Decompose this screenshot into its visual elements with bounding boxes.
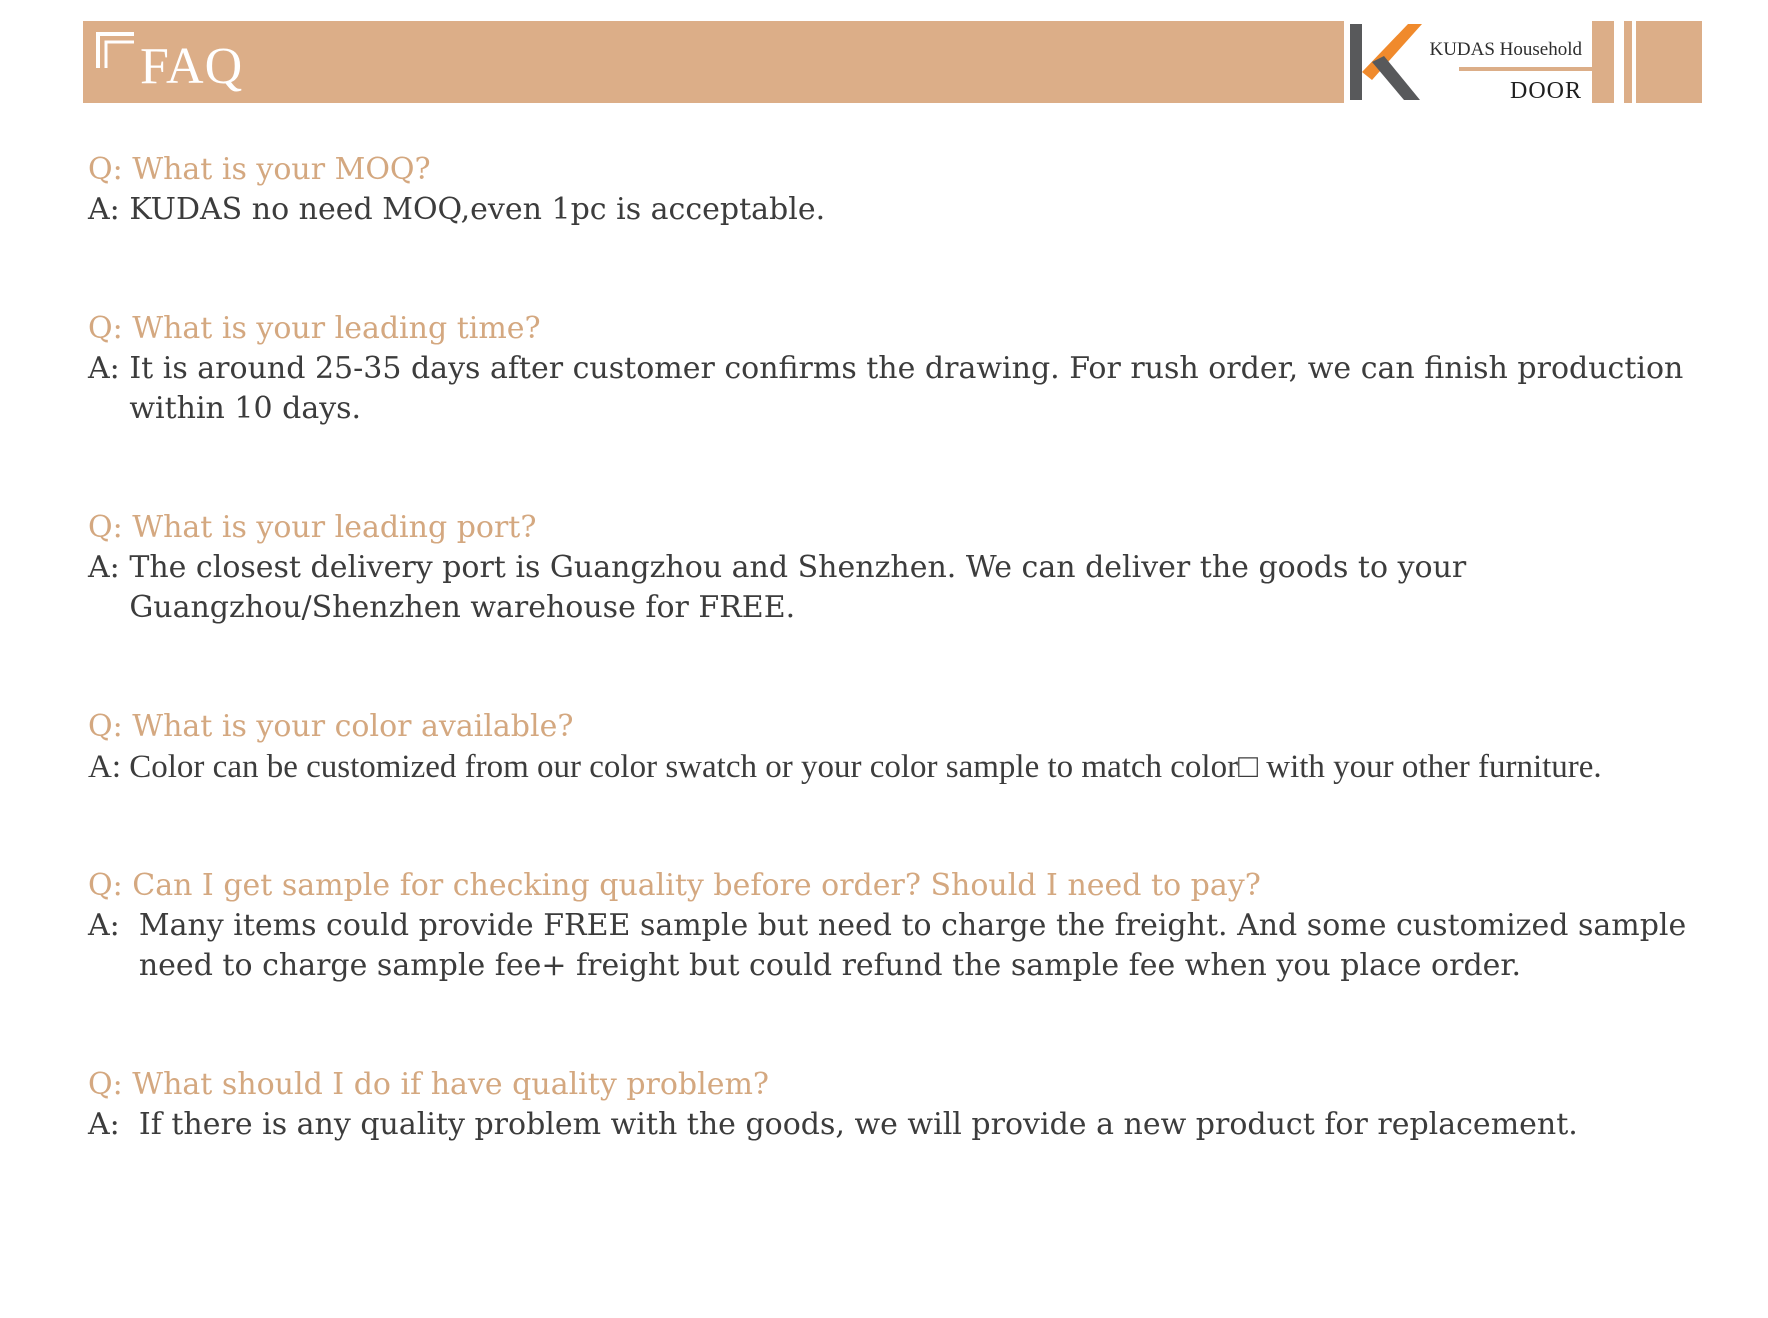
answer-text: If there is any quality problem with the goods, we will provide a new product for replacement. xyxy=(138,1107,1578,1142)
page-title: FAQ xyxy=(140,38,244,95)
faq-question: Q: What is your color available? xyxy=(88,709,574,744)
brand-product: DOOR xyxy=(1509,78,1582,104)
header-stripe xyxy=(1614,21,1624,103)
faq-answer xyxy=(88,349,1698,429)
faq-answer xyxy=(88,747,1698,787)
answer-prefix: A: xyxy=(88,749,130,785)
faq-item xyxy=(88,508,1698,628)
brand-divider xyxy=(1459,67,1592,71)
faq-answer xyxy=(88,906,1698,986)
answer-text: It is around 25-35 days after customer confirms the drawing. For rush order, we can finish production within 10 days. xyxy=(129,351,1684,426)
answer-prefix: A: xyxy=(88,1107,139,1142)
faq-answer xyxy=(88,1105,1698,1145)
answer-prefix: A: xyxy=(88,192,130,227)
faq-item xyxy=(88,1065,1698,1145)
faq-answer xyxy=(88,190,1698,230)
kudas-k-logo-icon xyxy=(1350,22,1422,102)
answer-text: Many items could provide FREE sample but need to charge the freight. And some customized sample need to charge sample fee+ freight but could refund the sample fee when you place order. xyxy=(138,908,1687,983)
answer-text: KUDAS no need MOQ,even 1pc is acceptable. xyxy=(129,192,826,227)
faq-question: Q: Can I get sample for checking quality before order? Should I need to pay? xyxy=(88,868,1261,903)
answer-text: The closest delivery port is Guangzhou and Shenzhen. We can deliver the goods to your Guangzhou/Shenzhen warehouse for FREE. xyxy=(129,550,1467,625)
faq-question: Q: What should I do if have quality problem? xyxy=(88,1067,770,1102)
brand-name: KUDAS Household xyxy=(1429,39,1582,60)
faq-item xyxy=(88,707,1698,787)
faq-item xyxy=(88,150,1698,230)
answer-prefix: A: xyxy=(88,908,139,943)
answer-text: Color can be customized from our color swatch or your color sample to match color□ with your other furniture. xyxy=(129,749,1602,785)
faq-question: Q: What is your leading port? xyxy=(88,510,537,545)
faq-question: Q: What is your MOQ? xyxy=(88,152,431,187)
answer-prefix: A: xyxy=(88,351,130,386)
answer-prefix: A: xyxy=(88,550,130,585)
corner-bracket-icon xyxy=(96,32,136,68)
faq-item xyxy=(88,309,1698,429)
faq-answer xyxy=(88,548,1698,628)
header-stripe xyxy=(1632,21,1636,103)
faq-item xyxy=(88,866,1698,986)
faq-question: Q: What is your leading time? xyxy=(88,311,541,346)
